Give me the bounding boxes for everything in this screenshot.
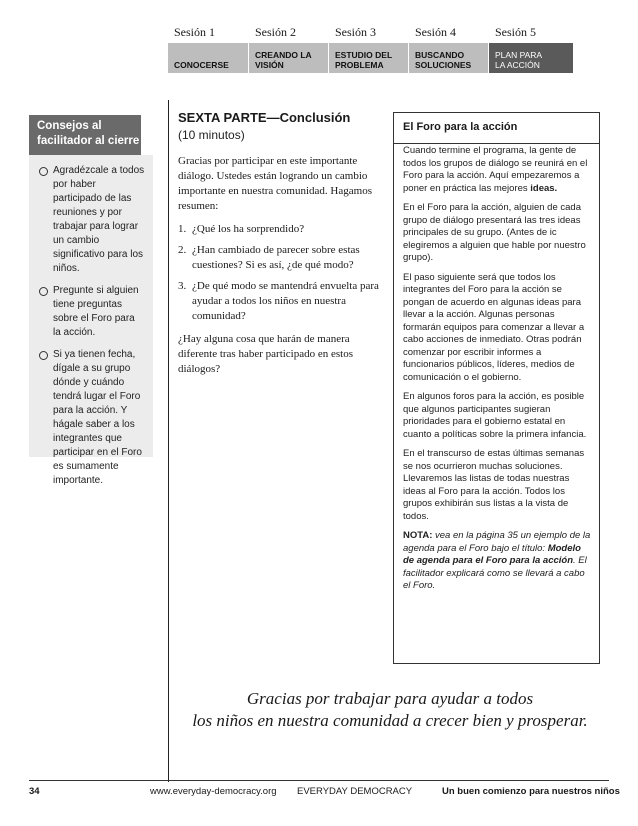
forum-paragraph: En el transcurso de estas últimas semanas se nos ocurrieron muchas soluciones. Llevaremos las listas de todas nuestras ideas al Foro para la acción. Todos los grupos exhibirán sus listas a la vista de todos. <box>403 448 585 522</box>
question-text: ¿Han cambiado de parecer sobre estas cuestiones? Si es así, ¿de qué modo? <box>192 244 360 271</box>
session-bar <box>329 43 408 73</box>
session-number: Sesión 5 <box>495 25 537 39</box>
session-label-line2: PROBLEMA <box>335 60 384 70</box>
forum-paragraph: El paso siguiente será que todos los integrantes del Foro para la acción se pongan de acuerdo en algunas ideas para llevar a la acción. Algunas personas formarán equipos para comenzar a llevar a cabo acciones de inmediato. Otras podrán comenzar por escribir informes a funcionarios públicos, líderes, medios de comunicación o el gobierno. <box>403 271 585 383</box>
closing-line2: los niños en nuestra comunidad a crecer bien y prosperar. <box>192 711 588 730</box>
note-label: NOTA: <box>403 530 433 541</box>
session-1 <box>168 25 248 75</box>
tips-title-line2: facilitador al cierre <box>37 135 140 147</box>
forum-title: El Foro para la acción <box>403 121 518 133</box>
forum-title-divider <box>394 143 599 144</box>
circle-bullet-icon <box>39 351 48 360</box>
session-bar <box>249 43 328 73</box>
footer <box>29 786 620 800</box>
forum-paragraph: En algunos foros para la acción, es posible que algunos participantes sugieran prioridades para el gobierno estatal en cuanto a políticas sobre la primera infancia. <box>403 391 587 440</box>
session-bar <box>409 43 488 73</box>
session-bar <box>168 43 248 73</box>
section-title: SEXTA PARTE—Conclusión <box>178 110 351 125</box>
session-label-line2: VISIÓN <box>255 60 284 70</box>
intro-paragraph: Gracias por participar en este importante diálogo. Ustedes están logrando un cambio importante en nuestra comunidad. Hagamos resumen: <box>178 155 372 212</box>
forum-note <box>403 530 591 593</box>
note-text: vea en la página 35 un ejemplo de la agenda para el Foro bajo el título: <box>403 530 591 554</box>
page-number: 34 <box>29 786 40 797</box>
section-duration: (10 minutos) <box>178 128 245 142</box>
forum-box <box>393 112 600 664</box>
circle-bullet-icon <box>39 167 48 176</box>
session-5 <box>489 25 573 75</box>
circle-bullet-icon <box>39 287 48 296</box>
tip-text: Si ya tienen fecha, dígale a su grupo dónde y cuándo tendrá lugar el Foro para la acción. Y hágale saber a los integrantes que participar en el Foro es sumamente importante. <box>53 349 142 486</box>
session-2 <box>249 25 328 75</box>
session-label-line1: PLAN PARA <box>495 50 543 60</box>
forum-text: Cuando termine el programa, la gente de todos los grupos de diálogo se reunirá en el Foro para la acción. Aquí empezaremos a poner en práctica las mejores <box>403 145 588 194</box>
forum-paragraph <box>403 145 591 195</box>
question-item <box>178 279 390 324</box>
footer-guide-title: Un buen comienzo para nuestros niños <box>442 786 620 797</box>
closing-message <box>170 688 610 732</box>
session-label-line1: CREANDO LA <box>255 50 312 60</box>
tip-item <box>39 348 145 488</box>
question-number: 2. <box>178 244 187 256</box>
note-agenda-title: Modelo de agenda para el Foro para la acción <box>403 542 581 566</box>
session-number: Sesión 2 <box>255 25 297 39</box>
session-number: Sesión 3 <box>335 25 377 39</box>
tip-text: Pregunte si alguien tiene preguntas sobre el Foro para la acción. <box>53 285 139 338</box>
session-label-line1: BUSCANDO <box>415 50 465 60</box>
session-label-line2: CONOCERSE <box>174 60 229 70</box>
session-label-line1: ESTUDIO DEL <box>335 50 393 60</box>
session-navigation <box>168 25 573 75</box>
note-text-end: . El facilitador explicará como se llevará a cabo el Foro. <box>403 555 587 591</box>
question-item <box>178 222 390 237</box>
closing-line1: Gracias por trabajar para ayudar a todos <box>246 689 534 708</box>
tips-header <box>29 115 141 155</box>
session-label-line2: SOLUCIONES <box>415 60 472 70</box>
forum-bold-text: ideas. <box>530 182 558 194</box>
question-item <box>178 243 390 273</box>
question-number: 3. <box>178 280 187 292</box>
footer-divider <box>29 780 609 781</box>
main-section <box>178 110 390 377</box>
session-3 <box>329 25 408 75</box>
session-4 <box>409 25 488 75</box>
session-bar-active <box>489 43 573 73</box>
question-number: 1. <box>178 223 187 235</box>
question-text: ¿De qué modo se mantendrá envuelta para ayudar a todos los niños en nuestra comunidad? <box>192 280 379 322</box>
tip-text: Agradézcale a todos por haber participado de las reuniones y por trabajar para lograr un cambio significativo para los niños. <box>53 165 145 274</box>
tip-item <box>39 284 145 340</box>
forum-paragraph: En el Foro para la acción, alguien de cada grupo de diálogo presentará las tres ideas principales de su grupo. (Antes de ic elegiremos a alguien que hable por nuestro grupo). <box>403 202 586 263</box>
question-text: ¿Qué los ha sorprendido? <box>192 223 305 235</box>
session-number: Sesión 1 <box>174 25 216 39</box>
session-number: Sesión 4 <box>415 25 457 39</box>
tip-item <box>39 164 145 276</box>
session-label-line2: LA ACCIÓN <box>495 60 540 70</box>
footer-org: EVERYDAY DEMOCRACY <box>297 786 413 797</box>
closing-question: ¿Hay alguna cosa que harán de manera diferente tras haber participado en estos diálogos? <box>178 333 354 375</box>
column-divider <box>168 100 169 782</box>
footer-url[interactable]: www.everyday-democracy.org <box>150 786 277 797</box>
tips-title-line1: Consejos al <box>37 120 102 132</box>
tips-box <box>29 155 153 486</box>
